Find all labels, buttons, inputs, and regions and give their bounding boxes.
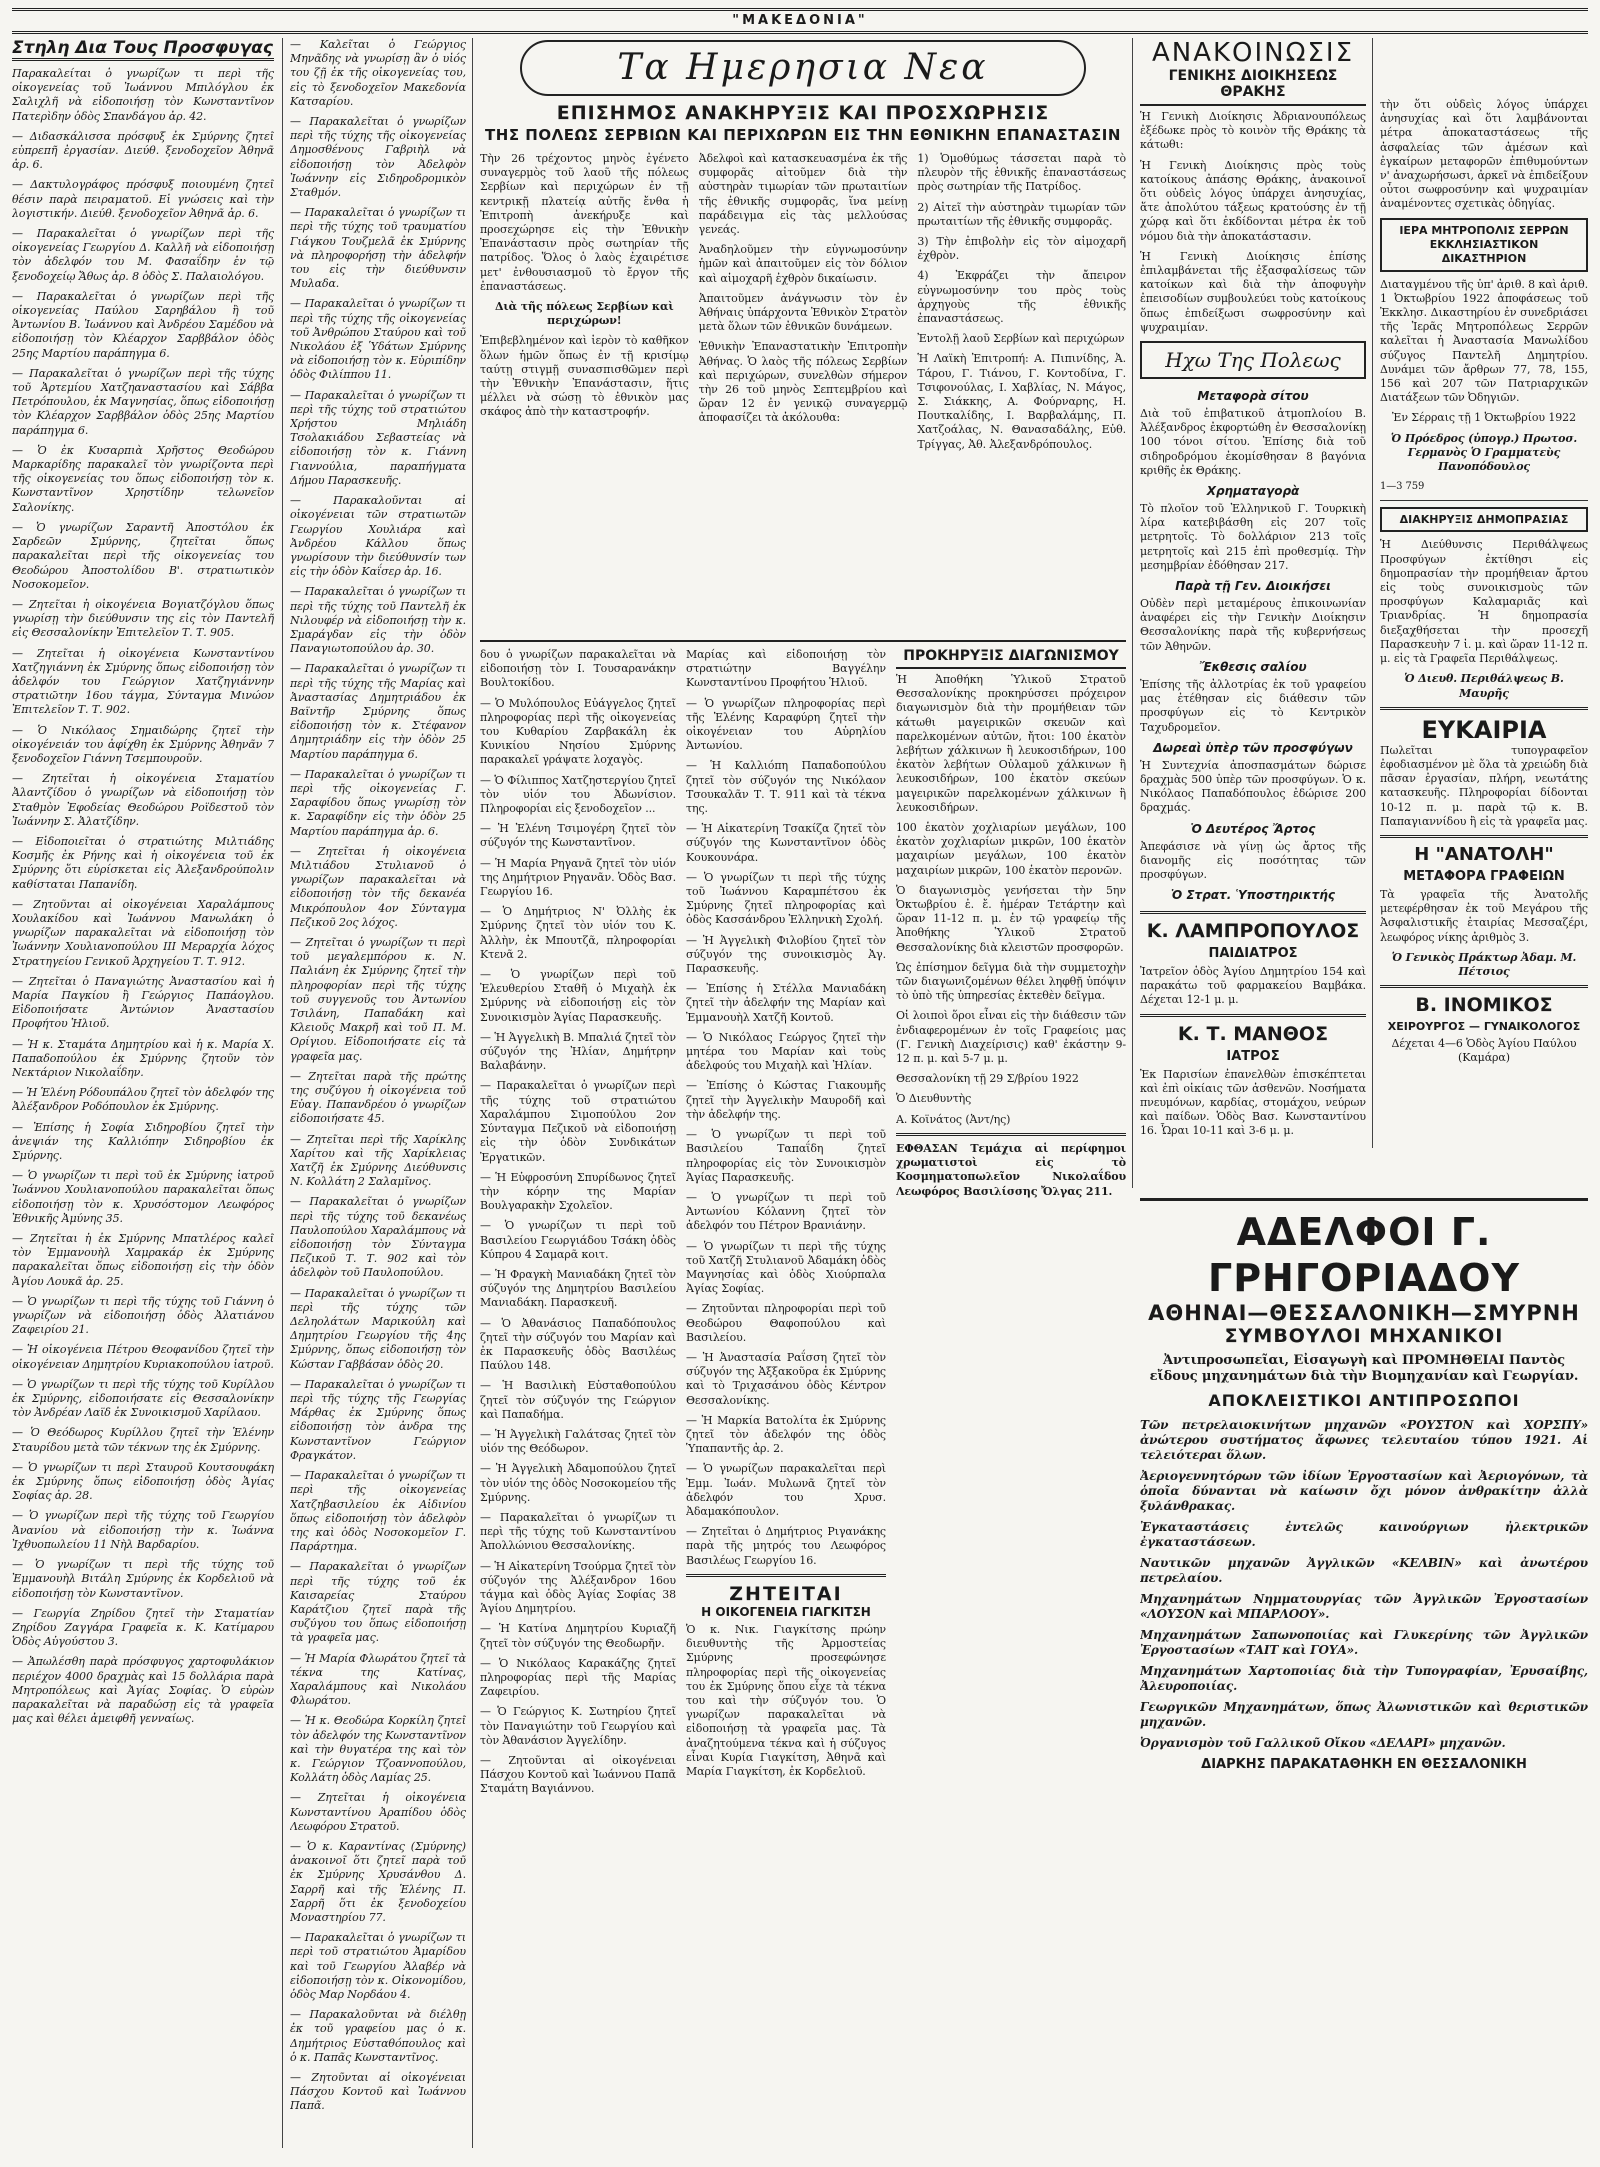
refugee-notice: — Ζητεῖται ὁ γνωρίζων τι περὶ τοῦ μεγαλεμπόρου κ. Ν. Παλιάνη ἐκ Σμύρνης ζητεῖ τὴν πληροφορίαν περὶ τῆς τύχης τοῦ συγγενοῦς του Ἀντωνίου Τσιλάνη, Παπαδάκη καὶ Κλειοῦς Μακρῆ καὶ τοῦ Π. Μ. Ορίγιου. Εἰδοποιήσατε εἰς τὰ γραφεῖα μας. <box>290 935 466 1063</box>
court-signature: Ὁ Πρόεδρος (ὑπογρ.) Πρωτοσ. Γερμανὸς Ὁ Γραμματεὺς Πανοπόδουλος <box>1390 431 1578 474</box>
announcement-subtitle: ΓΕΝΙΚΗΣ ΔΙΟΙΚΗΣΕΩΣ ΘΡΑΚΗΣ <box>1140 68 1366 106</box>
search-notice: — Παρακαλεῖται ὁ γνωρίζων τι περὶ τῆς τύχης τοῦ Κωνσταντίνου Ἀπολλώνιου Θεσσαλονίκης. <box>480 1510 676 1553</box>
search-notice: — Ὁ γνωρίζων τι περὶ τοῦ Βασιλείου Γεωργιάδου Τσάκη ὁδὸς Κύπρου 4 Σαμαρᾶ κοιτ. <box>480 1219 676 1261</box>
tender-notice-heading: ΔΙΑΚΗΡΥΞΙΣ ΔΗΜΟΠΡΑΣΙΑΣ <box>1380 507 1588 532</box>
newspaper-page <box>12 8 1588 2159</box>
column-rule <box>282 38 283 2148</box>
product-line: Γεωργικῶν Μηχανημάτων, ὅπως Ἀλωνιστικῶν καὶ θεριστικῶν μηχανῶν. <box>1140 1700 1588 1729</box>
search-notice: — Ἐπίσης ἡ Στέλλα Μανιαδάκη ζητεῖ τὴν ἀδελφήν της Μαρίαν καὶ Ἐμμανουὴλ Χατζῆ Κοντοῦ. <box>686 982 886 1024</box>
refugee-notice: — Ὁ Θεόδωρος Κυρίλλου ζητεῖ τὴν Ἑλένην Σταυρίδου μετὰ τῶν τέκνων της ἐκ Σμύρνης. <box>12 1426 274 1454</box>
product-line: Ἐγκαταστάσεις ἐντελῶς καινούργιων ἠλεκτρικῶν ἐγκαταστάσεων. <box>1140 1520 1588 1549</box>
announcement-continued <box>1380 98 1588 212</box>
lead-article-paragraph: Ἐντολῇ λαοῦ Σερβίων καὶ περιχώρων <box>917 332 1125 346</box>
search-notice: — Ἡ Ἑλένη Τσιμογέρη ζητεῖ τὸν σύζυγόν της Κωνσταντῖνον. <box>480 822 676 850</box>
refugee-notice: — Ἡ κ. Θεοδώρα Κορκίλη ζητεῖ τὸν ἀδελφόν της Κωνσταντῖνον καὶ τὴν θυγατέρα της καὶ τὸν κ. Γεώργιον Τζοαννοπούλου, Κολλάτη ὁδὸς Λαμίας 25. <box>290 1714 466 1785</box>
grigoriadou-advertisement <box>1140 1198 1588 2151</box>
refugee-notice: — Διδασκάλισσα πρόσφυξ ἐκ Σμύρνης ζητεῖ εὐπρεπῆ ἐργασίαν. Διεύθ. ξενοδοχεῖον Ἀθηνᾶ ἀρ. 6. <box>12 129 274 172</box>
search-notice: — Ἐπίσης ὁ Κώστας Γιακουμῆς ζητεῖ τὴν Ἀγγελικὴν Μαυροδῆ καὶ τὴν ἀδελφήν της. <box>686 1079 886 1121</box>
refugee-notice: — Παρακαλοῦνται νὰ διέλθῃ ἐκ τοῦ γραφείου μας ὁ κ. Δημήτριος Εὐσταθόπουλος καὶ ὁ κ. Παπᾶς Κωνσταντῖνος. <box>290 2008 466 2064</box>
search-notice: — Ὁ γνωρίζων τι περὶ τῆς τύχης τοῦ Χατζῆ Στυλιανοῦ Ἀδαμάκη ὁδὸς Μαγνησίας καὶ ὁδὸς Χιούρπαλα Ἀγίας Σοφίας. <box>686 1239 886 1296</box>
refugee-notice: — Παρακαλεῖται ὁ γνωρίζων περὶ τῆς τύχης τοῦ ἐκ Καισαρείας Σταύρου Καράτζιου ζητεῖ παρὰ τῆς συζύγου του ὅπως εἰδοποιήσῃ τὰ γραφεῖα μας. <box>290 1560 466 1645</box>
refugees-notices <box>12 67 274 1726</box>
refugee-notice: — Ζητοῦνται αἱ οἰκογένειαι Πάσχου Κοντοῦ καὶ Ἰωάννου Παπᾶ. <box>290 2071 466 2113</box>
court-date: Ἐν Σέρραις τῇ 1 Ὀκτωβρίου 1922 <box>1392 411 1576 425</box>
grigoriadou-subtitle: ΣΥΜΒΟΥΛΟΙ ΜΗΧΑΝΙΚΟΙ <box>1224 1325 1504 1347</box>
daily-news-banner <box>520 40 1086 96</box>
anatoli-signature: Ὁ Γενικὸς Πράκτωρ Ἀδαμ. Μ. Πέτσιος <box>1391 950 1577 978</box>
grigoriadou-intro: Ἀντιπροσωπεῖαι, Εἰσαγωγὴ καὶ ΠΡΟΜΗΘΕΙΑΙ Παντὸς εἴδους μηχανημάτων διὰ τὴν Βιομηχανίαν καὶ Γεωργίαν. <box>1149 1353 1579 1384</box>
search-notice: — Ὁ γνωρίζων τι περὶ τοῦ Ἀντωνίου Κόλαννη ζητεῖ τὸν ἀδελφόν του Πέτρον Βρανιάνην. <box>686 1190 886 1233</box>
echo-item-text: Τὸ πλοῖον τοῦ Ἐλληνικοῦ Γ. Τουρκικὴ λίρα κατεβιβάσθη εἰς 207 τοῖς μετρητοῖς. Τὸ δολλάριον 213 τοῖς μετρητοῖς καὶ 215 ἐπὶ προθεσμίᾳ. Τὴν μεσημβρίαν ἐδόθησαν 217. <box>1140 502 1366 572</box>
refugee-notice: — Ὁ γνωρίζων τι περὶ τῆς τύχης τοῦ Γιάννη ὁ γνωρίζων νὰ εἰδοποιήσῃ ὁδὸς Ἀλατιάνου Ζαφειρίου 21. <box>12 1294 274 1337</box>
announcement-title: ΑΝΑΚΟΙΝΩΣΙΣ <box>1151 38 1355 68</box>
refugee-notice: — Παρακαλεῖται ὁ γνωρίζων τι περὶ τῆς τύχης τῆς Μαρίας καὶ Ἀναστασίας Δημητριάδου ἐκ Βαϊντῆρ Σμύρνης ὅπως εἰδοποιήσῃ τὸν κ. Στέφανον Δημητριάδην εἰς τὴν ὁδὸν 25 Μαρτίου παράπηγμα 6. <box>290 662 466 761</box>
refugee-notice: — Παρακαλεῖται ὁ γνωρίζων περὶ τῆς τύχης τοῦ δεκανέως Παυλοπούλου Χαραλάμπους νὰ εἰδοποιήσῃ τὸν Σύνταγμα Πεζικοῦ Τ. Τ. 902 καὶ τὸν ἀδελφὸν τοῦ Παυλοπούλου. <box>290 1195 466 1280</box>
column-announcements <box>1140 38 1366 1188</box>
tender-body <box>896 673 1126 1127</box>
refugee-notice: — Παρακαλεῖται ὁ γνωρίζων τι περὶ τῆς τύχης τῆς οἰκογενείας τοῦ Ἀνθρώπου Σταύρου καὶ τοῦ Νικολάου ἐξ Ὑδάτων Σμύρνης νὰ εἰδοποιήσῃ τὸν κ. Εὐριπίδην ὁδὸς Φιλίππου 11. <box>290 297 466 382</box>
column-rule <box>1372 38 1373 1148</box>
search-notice: — Ἡ Φραγκὴ Μανιαδάκη ζητεῖ τὸν σύζυγόν της Δημητρίου Βασιλείου Μανιαδάκη. Παρασκευῆ. <box>480 1267 676 1310</box>
refugee-notice: — Παρακαλοῦνται αἱ οἰκογένειαι τῶν στρατιωτῶν Γεωργίου Χουλιάρα καὶ Ἀνδρέου Κάλλου ὅπως γνωρίσουν τὴν διεύθυνσίν των εἰς τὴν ὁδὸν Καΐσερ ἀρ. 16. <box>290 494 466 579</box>
lead-article-paragraph: 4) Ἐκφράζει τὴν ἄπειρον εὐγνωμοσύνην του πρὸς τοὺς ἀρχηγοὺς τῆς ἐθνικῆς ἐπαναστάσεως. <box>917 269 1126 326</box>
refugee-notice: — Ὁ γνωρίζων περὶ τῆς τύχης τοῦ Γεωργίου Ἀνανίου νὰ εἰδοποιήσῃ τὴν κ. Ἰωάννα Ἰχθυοπωλείου 11 Νὴλ Βαρδαρίου. <box>12 1509 274 1551</box>
product-line: Ναυτικῶν μηχανῶν Ἀγγλικῶν «ΚΕΛΒΙΝ» καὶ ἀνωτέρου πετρελαίου. <box>1140 1556 1588 1585</box>
tender-paragraph: Οἱ λοιποὶ ὅροι εἶναι εἰς τὴν διάθεσιν τῶν ἐνδιαφερομένων ἐν τοῖς Γραφείοις μας (Γ. Γενικὴ Διαχείρισις) καθ' ἑκάστην 9-12 π. μ. καὶ 5-7 μ. μ. <box>896 1009 1126 1066</box>
tender-paragraph: 100 ἑκατὸν χοχλιαρίων μεγάλων, 100 ἑκατὸν χοχλιαρίων μικρῶν, 100 ἑκατὸν μαχαιρίων μεγάλων, 100 ἑκατὸν μαχαιρίων μικρῶν, 100 ἑκατὸν περονῶν. <box>896 821 1126 877</box>
refugee-notice: — Παρακαλεῖται ὁ γνωρίζων περὶ τῆς τύχης τῆς οἰκογενείας Δημοσθένους Γαβριὴλ νὰ εἰδοποιήσῃ τὸν Ἀδελφὸν Ἰωάννην εἰς Σιδηροδρομικὸν Σταθμόν. <box>290 115 466 200</box>
search-notice: — Ἡ Ἀναστασία Ραΐσση ζητεῖ τὸν σύζυγόν της Ἀξξακοῦρα ἐκ Σμύρνης καὶ τὸ Τριχασάνου ὁδὸς Κέντρον Θεσσαλονίκης. <box>686 1350 886 1407</box>
refugee-notice: — Παρακαλεῖται ὁ γνωρίζων τι περὶ τῆς τύχης τῶν Δεληολάτων Μαρικούλη καὶ Δημητρίου Γεωργίου τῆς 4ης Σμύρνης, ὅπως εἰδοποιήσῃ τὸν Κώσταν Γαββάσαν ὁδὸς 20. <box>290 1286 466 1371</box>
lead-article-paragraph: Ἐθνικὴν Ἐπαναστατικὴν Ἐπιτροπὴν Ἀθήνας. Ὁ λαὸς τῆς πόλεως Σερβίων καὶ περιχώρων, συνελθὼν σήμερον τὴν 26 τοῦ μηνὸς Σεπτεμβρίου καὶ ὥραν 12 ἐν γενικῷ συναγερμῷ ἀποφασίζει τὰ ἀκόλουθα: <box>698 340 908 425</box>
city-echo-banner <box>1140 341 1366 379</box>
lead-article-paragraph: Ἀδελφοὶ καὶ κατασκευασμένα ἐκ τῆς συμφορᾶς αἰτοῦμεν διὰ τὴν αὐστηρὰν τιμωρίαν τῶν πρωταιτίων τῆς ἐθνικῆς συμφορᾶς, ἵνα μείνῃ παράδειγμα εἰς τὰς μελλούσας γενεάς. <box>698 152 908 237</box>
wanted-subtitle: Η ΟΙΚΟΓΕΝΕΙΑ ΓΙΑΓΚΙΤΣΗ <box>701 1605 871 1619</box>
echo-item-heading: Χρηματαγορὰ <box>1206 484 1300 499</box>
grigoriadou-title: ΑΔΕΛΦΟΙ Γ. ΓΡΗΓΟΡΙΑΔΟΥ <box>1207 1210 1520 1300</box>
doctor2-text: Ἐκ Παρισίων ἐπανελθὼν ἐπισκέπτεται καὶ ἐπὶ οἰκίαις τῶν ἀσθενῶν. Νοσήματα πνευμόνων, καρδίας, στομάχου, νεύρων καὶ παίδων. Ὁδὸς Βασ. Κωνσταντίνου 16. Ὧραι 10-11 καὶ 3-6 μ. μ. <box>1140 1067 1366 1138</box>
refugee-notice: — Ἐπίσης ἡ Σοφία Σιδηροβίου ζητεῖ τὴν ἀνεψιάν της Καλλιόπην Σιδηροβίου ἐκ Σμύρνης. <box>12 1120 274 1163</box>
column-rule <box>472 38 473 2148</box>
search-notice: — Ὁ Νικόλαος Καρακάζης ζητεῖ πληροφορίας περὶ τῆς Μαρίας Ζαφειρίου. <box>480 1656 676 1699</box>
refugee-notice: — Ζητεῖται ἡ οἰκογένεια Σταματίου Ἀλαντζίδου ὁ γνωρίζων νὰ εἰδοποιήσῃ τὸν Σταθμὸν Ἐφοδείας Θεοδώρου Ροϊδεστοῦ τὸν Ἰωάννην Σ. Ἀλατζίδην. <box>12 772 274 828</box>
anatoli-subheading: ΜΕΤΑΦΟΡΑ ΓΡΑΦΕΙΩΝ <box>1403 868 1565 884</box>
doctor1-name: Κ. ΛΑΜΠΡΟΠΟΥΛΟΣ <box>1146 920 1360 943</box>
lead-article-paragraph: Τὴν 26 τρέχοντος μηνὸς ἐγένετο συναγερμὸς τοῦ λαοῦ τῆς πόλεως Σερβίων καὶ περιχώρων ἐν τῇ κεντρικῇ πλατείᾳ αὐτῆς ἔνθα ἡ Ἐπιτροπὴ ἀνεκήρυξε καὶ προσεχώρησε εἰς τὴν Ἐθνικὴν Ἐπανάστασιν πρὸς σωτηρίαν τῆς πατρίδος. Ὅλος ὁ λαὸς ἐχαιρέτισε μετ' ἐνθουσιασμοῦ τὸ ἔργον τῆς ἐπαναστάσεως. <box>480 152 689 293</box>
echo-item-text: Ἐπίσης τῆς ἀλλοτρίας ἐκ τοῦ γραφείου μας ἐτέθησαν εἰς διάθεσιν τῶν προσφύγων εἰς τὸ Κεντρικὸν Ταχυδρομεῖον. <box>1140 677 1366 734</box>
search-notice: — Ζητοῦνται αἱ οἰκογένειαι Πάσχου Κοντοῦ καὶ Ἰωάννου Παπᾶ Σταμάτη Βαγιάννου. <box>480 1754 676 1796</box>
search-notice: — Ἡ Ἀγγελικὴ Φιλοβίου ζητεῖ τὸν σύζυγόν της συνοικισμὸς Ἀγ. Παρασκευῆς. <box>686 933 886 976</box>
notices-left <box>480 648 676 2038</box>
tender-paragraph: Θεσσαλονίκη τῇ 29 Σ/βρίου 1922 <box>896 1072 1079 1086</box>
newspaper-name: "ΜΑΚΕΔΟΝΙΑ" <box>732 13 868 28</box>
lead-article <box>480 152 1126 642</box>
refugee-notice: — Ἀπωλέσθη παρὰ πρόσφυγος χαρτοφυλάκιον περιέχον 4000 δραχμὰς καὶ 15 δολλάρια παρὰ Μητροπόλεως καὶ Ἀγίας Σοφίας. Ὁ εὑρὼν παρακαλεῖται νὰ παραδώσῃ εἰς τὰ γραφεῖα μας καὶ θέλει ἀμειφθῆ γενναίως. <box>12 1655 274 1726</box>
refugee-notice: — Ὁ γνωρίζων τι περὶ τῆς τύχης τοῦ Ἐμμανουὴλ Βιτάλη Σμύρνης ἐκ Κορδελιοῦ νὰ εἰδοποιήσῃ τὸν Κωνσταντῖνον. <box>12 1558 274 1600</box>
refugee-notice: — Ὁ γνωρίζων Σαραντῆ Ἀποστόλου ἐκ Σαρδεῶν Σμύρνης, ζητεῖται ὅπως παρακαλεῖται περὶ τῆς οἰκογενείας του Θεοδώρου Ἀποστολίδου Β'. στρατιωτικὸν Νοσοκομεῖον. <box>12 520 274 591</box>
tender-notice-text: Ἡ Διεύθυνσις Περιθάλψεως Προσφύγων ἐκτίθησι εἰς δημοπρασίαν τὴν προμήθειαν ἄρτου εἰς τοὺς συνοικισμοὺς τῶν προσφύγων Καλαμαριᾶς καὶ Τριανδρίας. Ἡ δημοπρασία διεξαχθήσεται τὴν προσεχῆ Παρασκευὴν 7 ἰ. μ. καὶ ὥραν 11-12 π. μ. εἰς τὰ Γραφεῖα Περιθάλψεως. <box>1380 538 1588 666</box>
refugee-notice: — Εἰδοποιεῖται ὁ στρατιώτης Μιλτιάδης Κοσμῆς ἐκ Ρήνης καὶ ἡ οἰκογένεια τοῦ ἐκ Σμύρνης ὅτι εὑρίσκεται εἰς Ἀλεξανδρούπολιν καθίσταται Παπανίδη. <box>12 834 274 891</box>
tender-paragraph: Α. Κοϊνάτος (Ἀντ/ης) <box>896 1112 1011 1126</box>
grigoriadou-footer: ΔΙΑΡΚΗΣ ΠΑΡΑΚΑΤΑΘΗΚΗ ΕΝ ΘΕΣΣΑΛΟΝΙΚΗ <box>1201 1757 1527 1772</box>
tender-paragraph: Ὡς ἐπίσημον δεῖγμα διὰ τὴν συμμετοχὴν τῶν διαγωνιζομένων θέλει ληφθῇ ὑπόψιν τὸ ὑπὸ τῆς ὑπηρεσίας ἐκτεθὲν δεῖγμα. <box>896 960 1126 1003</box>
tender-notice-signature: Ὁ Διευθ. Περιθάλψεως Β. Μαυρῆς <box>1404 672 1564 700</box>
refugee-notice: — Ζητεῖται περὶ τῆς Χαρίκλης Χαρίτου καὶ τῆς Χαρίκλειας Χατζῆ ἐκ Σμύρνης Διεύθυνσις Ν. Κολλάτη 2 Σαλαμῖνος. <box>290 1132 466 1189</box>
refugee-notice: — Παρακαλεῖται ὁ γνωρίζων τι περὶ τῆς τύχης τοῦ τραυματίου Γιάγκου Τουζμελᾶ ἐκ Σμύρνης νὰ πληροφορήσῃ τὴν ἀδελφήν του εἰς τὴν διεύθυνσιν Μυλαδα. <box>290 206 466 291</box>
echo-item-heading: Παρὰ τῇ Γεν. Διοικήσει <box>1175 579 1331 594</box>
grigoriadou-cities: ΑΘΗΝΑΙ—ΘΕΣΣΑΛΟΝΙΚΗ—ΣΜΥΡΝΗ <box>1148 1301 1580 1325</box>
lead-article-paragraph: Ἡ Λαϊκὴ Ἐπιτροπή: Α. Πιπινίδης, Ἀ. Τάρου, Γ. Τιάνου, Γ. Κοντοδίνα, Γ. Τσιφονούλας, Ι. Χαβλίας, Ν. Μάγος, Σ. Σιάκκης, Α. Φούρναρης, Η. Πουτκαλίδης, Ι. Βαρβαλάμης, Π. Χατζοάλας, Ν. Θανασαδάλης, Εὐθ. Τρίγγας, Ἀθ. Ἀλεξανδρόπουλος. <box>917 352 1126 451</box>
echo-item-text: Διὰ τοῦ ἐπιβατικοῦ ἀτμοπλοίου Β. Ἀλέξανδρος ἐκφορτώθη ἐν Θεσσαλονίκῃ 100 τόνοι σίτου. Ἐπίσης διὰ τοῦ σιδηροδρόμου ἐκομίσθησαν 8 βαγόνια κριθῆς ἐκ Θράκης. <box>1140 407 1366 477</box>
refugee-notice: — Ἡ οἰκογένεια Πέτρου Θεοφανίδου ζητεῖ τὴν οἰκογένειαν Δημητρίου Κυριακοπούλου ἰατροῦ. <box>12 1343 274 1371</box>
refugee-notice: — Παρακαλεῖται ὁ γνωρίζων τι περὶ τῆς τύχης τοῦ Παντελῆ ἐκ Νιλουφέρ νὰ εἰδοποιήσῃ τὴν κ. Σμαράγδαν εἰς τὴν ὁδὸν Παναγιωτοπούλου ἀρ. 30. <box>290 585 466 656</box>
refugee-notice: — Ὁ γνωρίζων τι περὶ τῆς τύχης τοῦ Κυρίλλου ἐκ Σμύρνης, εἰδοποιήσατε εἰς Θεσσαλονίκην τὸν Ἀνδρέαν Λαϊδ ἐκ Συνοικισμοῦ Χαρίλαου. <box>12 1377 274 1420</box>
doctor1-text: Ἰατρεῖον ὁδὸς Ἁγίου Δημητρίου 154 καὶ παρακάτω τοῦ φαρμακείου Βαμβάκα. Δέχεται 12-1 μ. μ. <box>1140 965 1366 1007</box>
lead-article-col-b <box>699 152 908 640</box>
echo-item-heading: Ὁ Στρατ. Ὑποστηρικτής <box>1170 888 1335 903</box>
search-notice: — Ὁ Ἀθανάσιος Παπαδόπουλος ζητεῖ τὴν σύζυγόν του Μαρίαν καὶ ἐκ Παρασκευῆς ὁδὸς Βασιλέως Παύλου 148. <box>480 1316 676 1373</box>
search-notice: — Ὁ Δημήτριος Ν' Ὀλλὴς ἐκ Σμύρνης ζητεῖ τὸν υἱόν του Κ. Ἀλλὴν, ἐκ Μπουτζᾶ, πληροφορίαι Κτενᾶ 2. <box>480 905 676 961</box>
court-heading: ΙΕΡΑ ΜΗΤΡΟΠΟΛΙΣ ΣΕΡΡΩΝ ΕΚΚΛΗΣΙΑΣΤΙΚΟΝ ΔΙΚΑΣΤΗΡΙΟΝ <box>1380 218 1588 272</box>
refugee-notice: — Ζητεῖται παρὰ τῆς πρώτης της συζύγου ἡ οἰκογένεια τοῦ Εὐαγ. Παπανδρέου ὁ γνωρίζων εἰδοποιήσατε 45. <box>290 1069 466 1126</box>
search-notice: — Ἡ Μαρκία Βατολίτα ἐκ Σμύρνης ζητεῖ τὸν ἀδελφόν της ὁδὸς Ὑπαπαντῆς ἀρ. 2. <box>686 1413 886 1456</box>
tender-paragraph: Ἡ Ἀποθήκη Ὑλικοῦ Στρατοῦ Θεσσαλονίκης προκηρύσσει πρόχειρον διαγωνισμὸν διὰ τὴν προμήθειαν τῶν κάτωθι μαγειρικῶν σκευῶν καὶ παρελκομένων αὐτῶν, ἤτοι: 100 ἑκατὸν λεβήτων χάλκινων ἢ λευκοσιδήρων, 100 ἑκατὸν λεβήτων Οὐλαμοῦ χάλκινων ἢ λευκοσιδήρων, 100 ἑκατὸν σκεύων μαγειρικῶν παρελκομένων χάλκινων ἢ λευκοσιδήρων. <box>896 673 1126 814</box>
refugee-notice: — Παρακαλεῖται ὁ γνωρίζων περὶ τῆς οἰκογενείας Παύλου Σαρηβάλου ἢ τοῦ Ἀντωνίου Β. Ἰωάννου καὶ Ἀνδρέου Σαμέδου νὰ εἰδοποιήσῃ τὸν Κλέαρχον Σαρββάλον ὁδὸς 25ης Μαρτίου παράπηγμα 6. <box>12 289 274 360</box>
search-notice: — Παρακαλεῖται ὁ γνωρίζων περὶ τῆς τύχης τοῦ στρατιώτου Χαραλάμπου Σιμοπούλου 2ον Σύνταγμα Πεζικοῦ νὰ εἰδοποιήσῃ εἰς τὴν ὁδὸν Συνδικάτων Ἐργατικῶν. <box>480 1079 676 1164</box>
search-notice: — Ὁ Νικόλαος Γεώργος ζητεῖ τὴν μητέρα του Μαρίαν καὶ τοὺς ἀδελφούς του Μιχαὴλ καὶ Ἠλίαν. <box>686 1030 886 1073</box>
doctor2-title: ΙΑΤΡΟΣ <box>1226 1048 1280 1064</box>
refugee-notice: — Παρακαλεῖται ὁ γνωρίζων τι περὶ τῆς οἰκογενείας Γ. Σαραφίδου ὅπως γνωρίσῃ τὸν κ. Σαραφίδην εἰς τὴν ὁδὸν 25 Μαρτίου παράπηγμα ἀρ. 6. <box>290 767 466 838</box>
lead-article-paragraph: 2) Αἰτεῖ τὴν αὐστηρὰν τιμωρίαν τῶν πρωταιτίων τῆς ἐθνικῆς συμφορᾶς. <box>917 200 1126 228</box>
anatoli-heading: Η "ΑΝΑΤΟΛΗ" <box>1414 843 1554 865</box>
refugee-notice: — Ἡ Μαρία Φλωράτου ζητεῖ τὰ τέκνα της Κατίνας, Χαραλάμπους καὶ Νικολάου Φλωράτου. <box>290 1651 466 1708</box>
refugee-notice: — Ζητεῖται ἡ οἰκογένεια Κωνσταντίνου Ἀραπίδου ὁδὸς Λεωφόρου Στρατοῦ. <box>290 1791 466 1833</box>
echo-item-heading: Ὁ Δευτέρος Ἄρτος <box>1190 821 1316 836</box>
lead-article-col-a <box>480 152 689 640</box>
search-notice: — Ζητεῖται ὁ Δημήτριος Ριγανάκης παρὰ τῆς μητρός του Λεωφόρος Βασιλέως Γεωργίου 16. <box>686 1525 886 1567</box>
lead-article-paragraph: Διὰ τῆς πόλεως Σερβίων καὶ περιχώρων! <box>495 300 674 328</box>
refugee-notice: — Ὁ Νικόλαος Σημαιδώρης ζητεῖ τὴν οἰκογένειάν του ἀφίχθη ἐκ Σμύρνης Ἀθηνᾶν 7 ξενοδοχεῖον Γιάννη Τσεμπουροῦν. <box>12 723 274 765</box>
refugee-notice: — Ὁ ἐκ Κυσαρπιὰ Χρῆστος Θεοδώρου Μαρκαρίδης παρακαλεῖ τὸν γνωρίζοντα περὶ τῆς οἰκογενείας του ὅπως εἰδοποιήσῃ τὸν κ. Κωνσταντῖνον Χρηστίδην τελωνεῖον Σαλονίκης. <box>12 443 274 514</box>
search-notice: — Ὁ γνωρίζων τι περὶ τῆς τύχης τοῦ Ἰωάννου Καραμπέτσου ἐκ Σμύρνης ζητεῖ πληροφορίας καὶ ὁδὸς Κασσάνδρου Ἑλληνικὴ Σχολή. <box>686 870 886 927</box>
search-notice: — Ὁ γνωρίζων πληροφορίας περὶ τῆς Ἑλένης Καραφύρη ζητεῖ τὴν οἰκογένειαν του Αὐρηλίου Ἀντωνίου. <box>686 696 886 753</box>
search-notice: — Ζητοῦνται πληροφορίαι περὶ τοῦ Θεοδώρου Θαφοπούλου καὶ Βασιλείου. <box>686 1302 886 1344</box>
news-headline-2: ΤΗΣ ΠΟΛΕΩΣ ΣΕΡΒΙΩΝ ΚΑΙ ΠΕΡΙΧΩΡΩΝ ΕΙΣ ΤΗΝ ΕΘΝΙΚΗΝ ΕΠΑΝΑΣΤΑΣΙΝ <box>485 126 1121 144</box>
search-notice: — Ὁ γνωρίζων περὶ τοῦ Ἐλευθερίου Σταθῆ ὁ Μιχαὴλ ἐκ Σμύρνης νὰ εἰδοποιήσῃ εἰς τὸν Συνοικισμὸν Ἁγίας Παρασκευῆς. <box>480 968 676 1024</box>
announcement-paragraph: τὴν ὅτι οὐδεὶς λόγος ὑπάρχει ἀνησυχίας καὶ ὅτι λαμβάνονται μέτρα ἀποκαταστάσεως τῆς ἀσφαλείας τῶν ἀμέσων καὶ ἐγκαίρων μεταφορῶν ἐπιθυμούντων ν' ἀναχωρήσωσι, ἀρκεῖ νὰ ἐπιδείξουν οὗτοι σωφροσύνην καὶ ψυχραιμίαν ἀναμένοντες σχετικὰς ὁδηγίας. <box>1380 98 1588 211</box>
search-notice: — Ὁ Φίλιππος Χατζηστεργίου ζητεῖ τὸν υἱόν του Ἀδωνίσιον. Πληροφορίαι εἰς ξενοδοχεῖον ... <box>480 773 676 816</box>
search-notice: — Ὁ Γεώργιος Κ. Σωτηρίου ζητεῖ τὸν Παναγιώτην τοῦ Γεωργίου καὶ τὸν Ἀθανάσιον Ἀγγελίδην. <box>480 1705 676 1747</box>
refugee-notice: Παρακαλείται ὁ γνωρίζων τι περὶ τῆς οἰκογενείας τοῦ Ἰωάννου Μπιλόγλου ἐκ Σαλιχλῆ νὰ εἰδοποιήσῃ τὸν Κωνσταντῖνον Πατερὶδην ὁδὸς Σπανδάγου ἀρ. 42. <box>12 67 274 123</box>
echo-item-heading: Μεταφορὰ σίτου <box>1197 389 1309 404</box>
product-line: Μηχανημάτων Σαπωνοποιίας καὶ Γλυκερίνης τῶν Ἀγγλικῶν Ἐργοστασίων «ΤΑΙΤ καὶ ΓΟΥΑ». <box>1140 1628 1588 1657</box>
search-notice: — Ἡ Ἀγγελικὴ Β. Μπαλιά ζητεῖ τὸν σύζυγόν της Ἠλίαν, Δημήτρην Βαλαβάνην. <box>480 1030 676 1073</box>
refugee-notice: — Ὁ κ. Καραντίνας (Σμύρνης) ἀνακοινοῖ ὅτι ζητεῖ παρὰ τοῦ ἐκ Σμύρνης Χρυσάνθου Δ. Σαρρῆ καὶ τῆς Ἑλένης Π. Σαρρῆ ὅτι ἐκ ξενοδοχείου Μοναστηρίου 77. <box>290 1839 466 1924</box>
anatoli-text: Τὰ γραφεῖα τῆς Ἀνατολῆς μετεφέρθησαν ἐκ τοῦ Μεγάρου τῆς Ἀσφαλιστικῆς ἑταιρίας Μεσσαζέρι, λεωφόρος νίκης ἀριθμὸς 3. <box>1380 887 1588 944</box>
tender-heading: ΠΡΟΚΗΡΥΞΙΣ ΔΙΑΓΩΝΙΣΜΟΥ <box>896 648 1126 669</box>
product-line: Ἀεριογεννητόρων τῶν ἰδίων Ἐργοστασίων καὶ Ἀεριογόνων, τὰ ὁποῖα δύνανται νὰ καίωσιν ὄχι μόνον ἀνθρακίτην ἀλλὰ ξυλάνθρακας. <box>1140 1469 1588 1513</box>
search-notice: — Ἡ Καλλιόπη Παπαδοπούλου ζητεῖ τὸν σύζυγόν της Νικόλαον Τσουκαλᾶν Τ. Τ. 911 καὶ τὰ τέκνα της. <box>686 759 886 816</box>
doctor2-name: Κ. Τ. ΜΑΝΘΟΣ <box>1177 1022 1329 1045</box>
eukairia-text: Πωλεῖται τυπογραφεῖον ἐφοδιασμένον μὲ ὅλα τὰ χρειώδη διὰ πᾶσαν ἐργασίαν, πλήρη, νεωτάτης κατασκευῆς. Πληροφορίαι δίδονται 10-12 π. μ. παρὰ τῷ κ. Β. Παπαγιαννίδου ἢ εἰς τὰ γραφεῖα μας. <box>1380 743 1588 828</box>
refugee-notice: — Δακτυλογράφος πρόσφυξ ποιουμένη ζητεῖ θέσιν παρὰ πειραματοῦ. Εἰ γνώσεις καὶ τὴν λογιστικήν. Διεύθ. ξενοδοχεῖον Ἀθηνᾶ ἀρ. 6. <box>12 178 274 220</box>
search-notice: — Ἡ Ἀγγελικὴ Ἀδαμοπούλου ζητεῖ τὸν υἱόν της ὁδὸς Νοσοκομείου τῆς Σμύρνης. <box>480 1462 676 1504</box>
product-line: Μηχανημάτων Νημματουργίας τῶν Ἀγγλικῶν Ἐργοστασίων «ΛΟΥΣΟΝ καὶ ΜΠΑΡΛΟΟΥ». <box>1140 1592 1588 1621</box>
lower-daily-news <box>480 648 1126 2038</box>
product-line: Ὀργανισμὸν τοῦ Γαλλικοῦ Οἴκου «ΔΕΛΑΡΙ» μηχανῶν. <box>1140 1736 1506 1750</box>
masthead <box>12 8 1588 34</box>
tender-paragraph: Ὁ διαγωνισμὸς γενήσεται τὴν 5ην Ὀκτωβρίου ἐ. ἔ. ἡμέραν Τετάρτην καὶ ὥραν 11-12 π. μ. ἐν τῷ γραφείῳ τῆς Ἀποθήκης Ὑλικοῦ Στρατοῦ Θεσσαλονίκης διὰ κλειστῶν προσφορῶν. <box>896 883 1126 954</box>
news-headline-1: ΕΠΙΣΗΜΟΣ ΑΝΑΚΗΡΥΞΙΣ ΚΑΙ ΠΡΟΣΧΩΡΗΣΙΣ <box>556 102 1050 124</box>
refugee-notice: — Ζητεῖται ὁ Παναγιώτης Ἀναστασίου καὶ ἡ Μαρία Παγκίου ἢ Γεώργιος Παπάογλου. Εἰδοποιήσατε Ἀντώνιον Ἀναστασίου Προφήτου Ἡλιοῦ. <box>12 974 274 1031</box>
nomikos-title: ΧΕΙΡΟΥΡΓΟΣ — ΓΥΝΑΙΚΟΛΟΓΟΣ <box>1387 1020 1581 1034</box>
refugee-notice: — Ζητεῖται ἡ οἰκογένεια Μιλτιάδου Στυλιανοῦ ὁ γνωρίζων παρακαλεῖται νὰ εἰδοποιήσῃ τὸν τῆς δεκανέα Μικρόπουλον 4ον Σύνταγμα Πεζικοῦ 2ος λόχος. <box>290 844 466 929</box>
echo-item-text: Ἀπεφάσισε νὰ γίνῃ ὡς ἄρτος τῆς διανομῆς εἰς ποσότητας τῶν προσφύγων. <box>1140 839 1366 881</box>
echo-item-heading: Δωρεαὶ ὑπὲρ τῶν προσφύγων <box>1153 740 1353 755</box>
lead-article-paragraph: 1) Ὁμοθύμως τάσσεται παρὰ τὸ πλευρὸν τῆς ἐθνικῆς ἐπαναστάσεως πρὸς σωτηρίαν τῆς Πατρίδος. <box>917 152 1126 194</box>
announcement-paragraph: Ἡ Γενικὴ Διοίκησις πρὸς τοὺς κατοίκους ἀπάσης Θράκης, ἀνακοινοῖ ὅτι οὐδεὶς λόγος ὑπάρχει ἀνησυχίας, ἅτε ἀπολύτου τάξεως κρατούσης ἐν τῇ χώρᾳ καὶ ὅτι ἐκδίδονται μέτρα ἐκ τοῦ νόμου διὰ τὴν ἀποκατάστασιν. <box>1140 158 1366 243</box>
search-notice: — Ἡ Κατίνα Δημητρίου Κυριαζῆ ζητεῖ τὸν σύζυγόν της Θεοδωρῆν. <box>480 1622 676 1650</box>
echo-item-heading: Ἔκθεσις σαλίου <box>1199 659 1307 674</box>
grigoriadou-exclusive: ΑΠΟΚΛΕΙΣΤΙΚΟΙ ΑΝΤΙΠΡΟΣΩΠΟΙ <box>1208 1391 1520 1410</box>
column-refugees-1 <box>12 38 274 2148</box>
lead-article-paragraph: Ἐπιβεβλημένον καὶ ἱερὸν τὸ καθῆκον ὅλων ἡμῶν ὅπως ἐν τῇ κρισίμῳ ταύτῃ στιγμῇ συνασπισθῶμεν περὶ τὴν Ἐθνικὴν Ἐπανάστασιν, ἥτις μέλλει νὰ σώσῃ τὸ ἐθνικὸν μας σκάφος ἀπὸ τὴν καταστροφήν. <box>480 334 689 419</box>
refugee-notice: — Παρακαλεῖται ὁ γνωρίζων περὶ τῆς οἰκογενείας Γεωργίου Δ. Καλλῆ νὰ εἰδοποιήσῃ τὸν ἀδελφόν του Μ. Φασαΐδην ἐν τῷ ξενοδοχείῳ Ἄθως ἀρ. 8 ὁδὸς Σ. Παλαιολόγου. <box>12 227 274 283</box>
column-notices <box>1380 38 1588 1148</box>
echo-item-text: Οὐδὲν περὶ μεταμέρους ἐπικοινωνίαν ἀναφέρει εἰς τὴν Γενικὴν Διοίκησιν Θεσσαλονίκης παρὰ τῆς κυβερνήσεως τῶν Ἀθηνῶν. <box>1140 597 1366 653</box>
refugee-notice: — Ὁ γνωρίζων τι περὶ Σταυροῦ Κουτσουφάκη ἐκ Σμύρνης ὅπως εἰδοποιήσῃ ὁδὸς Ἁγίας Σοφίας ἀρ. 28. <box>12 1460 274 1503</box>
wanted-title: ΖΗΤΕΙΤΑΙ <box>729 1583 843 1605</box>
doctor1-title: ΠΑΙΔΙΑΤΡΟΣ <box>1208 946 1298 962</box>
search-notice: Μαρίας καὶ εἰδοποιήσῃ τὸν στρατιώτην Βαγγέλην Κωνσταντίνου Προφήτου Ἡλιοῦ. <box>686 648 886 690</box>
eukairia-heading: ΕΥΚΑΙΡΙΑ <box>1421 715 1547 744</box>
column-rule <box>1132 38 1133 1188</box>
jewelry-ad: ΕΦΘΑΣΑΝ Τεμάχια αἱ περίφημοι χρωματιστοὶ εἰς τὸ Κοσμηματοπωλεῖον Νικολαΐδου Λεωφόρος Βασιλίσσης Ὄλγας 211. <box>896 1141 1126 1198</box>
search-notice: — Ἡ Ἀγγελικὴ Γαλάτσας ζητεῖ τὸν υἱόν της Θεόδωρον. <box>480 1427 676 1456</box>
city-echo-heading: Ηχω Της Πολεως <box>1165 348 1341 373</box>
product-line: Τῶν πετρελαιοκινήτων μηχανῶν «ΡΟΥΣΤΟΝ καὶ ΧΟΡΣΠΥ» ἀνώτερου συστήματος ἄφωνες τελευταίου τύπου 1921. Αἱ τελειότεραι ὅλων. <box>1140 1418 1588 1462</box>
nomikos-name: Β. ΙΝΟΜΙΚΟΣ <box>1415 994 1553 1017</box>
search-notice: — Ἡ Μαρία Ρηγανᾶ ζητεῖ τὸν υἱόν της Δημήτριον Ρηγανᾶν. Ὁδὸς Βασ. Γεωργίου 16. <box>480 856 676 899</box>
lead-article-paragraph: 3) Τὴν ἐπιβολὴν εἰς τὸν αἱμοχαρῆ ἐχθρὸν. <box>917 235 1126 263</box>
search-notice: — Ἡ Βασιλικὴ Εὐσταθοπούλου ζητεῖ τὸν σύζυγόν της Γεώργιον καὶ Παπαδήμα. <box>480 1379 676 1421</box>
search-notice: δου ὁ γνωρίζων παρακαλεῖται νὰ εἰδοποιήσῃ τὸν Ι. Τουσαρανάκην Βουλτοκίδου. <box>480 648 676 690</box>
refugee-notice: — Καλεῖται ὁ Γεώργιος Μηνᾶδης νὰ γνωρίσῃ ἂν ὁ υἱός του ζῇ ἐκ τῆς οἰκογενείας του, εἰς τὸ ξενοδοχεῖον Μακεδονία Κατσαρίου. <box>290 38 466 108</box>
search-notice: — Ἡ Αἰκατερίνη Τσακίζα ζητεῖ τὸν σύζυγόν της Κωνσταντῖνον ὁδὸς Κουκουνάρα. <box>686 822 886 864</box>
daily-news-heading: Τα Ημερησια Νεα <box>617 47 989 88</box>
refugee-notice: — Παρακαλεῖται ὁ γνωρίζων περὶ τῆς τύχης τοῦ Ἀρτεμίου Χατζηαναστασίου καὶ Σάββα Πετρόπουλου, ἐκ Μαγνησίας, ὅπως εἰδοποιήσῃ τὸν Κλέαρχον Σαρββάλον ὁδὸς 25ης Μαρτίου παράπηγμα 6. <box>12 366 274 437</box>
refugee-notice: — Ζητεῖται ἡ οἰκογένεια Κωνσταντίνου Χατζηγιάννη ἐκ Σμύρνης ὅπως εἰδοποιήσῃ τὸν ἀδελφόν του Γεώργιον Χατζηγιάννην στρατιῶτην 16ου τάγμα, Σύνταγμα Μινώον Ἐπιτελεῖον Τ. Τ. 902. <box>12 646 274 717</box>
lead-article-col-c <box>917 152 1126 640</box>
search-notice: — Ὁ γνωρίζων παρακαλεῖται περὶ Ἐμμ. Ἰωάν. Μυλωνᾶ ζητεῖ τὸν ἀδελφόν του Χρυσ. Ἀδαμακόπουλον. <box>686 1462 886 1518</box>
court-text: Διαταγμένου τῆς ὑπ' ἀριθ. 8 καὶ ἀριθ. 1 Ὀκτωβρίου 1922 ἀποφάσεως τοῦ Ἐκκλησ. Δικαστηρίου ἐν συνεδριάσει τῆς Ἱερᾶς Μητροπόλεως Σερρῶν καλεῖται ἡ Ἀναστασία Μανωλίδου σύζυγος Παντελῆ Δημητρίου. Δυνάμει τῶν ἄρθρων 77, 78, 155, 156 καὶ 207 τῶν Πατριαρχικῶν Διατάξεων τῶν Ὀδηγιῶν. <box>1380 277 1588 405</box>
announcement-paragraph: Ἡ Γενικὴ Διοίκησις ἐπίσης ἐπιλαμβάνεται τῆς ἐξασφαλίσεως τῶν κατοίκων καὶ διὰ τὴν ἀποφυγὴν ἐπεισοδίων συμβουλεύει τοὺς κατοίκους ὅπως ἐπιδείξωσι σωφροσύνην καὶ ψυχραιμίαν. <box>1140 249 1366 334</box>
search-notice: — Ἡ Εὐφροσύνη Σπυρίδωνος ζητεῖ τὴν κόρην της Μαρίαν Βουλγαρακὴν Σχολεῖον. <box>480 1170 676 1213</box>
product-line: Μηχανημάτων Χαρτοποιίας διὰ τὴν Τυπογραφίαν, Ἐρυσαίβης, Ἀλευροποιίας. <box>1140 1664 1588 1693</box>
refugee-notice: — Ζητοῦνται αἱ οἰκογένειαι Χαραλάμπους Χουλακίδου καὶ Ἰωάννου Μανωλάκη ὁ γνωρίζων παρακαλεῖται νὰ εἰδοποιήσῃ τὸν Ἰωάννην Χουλιανοπούλου ΙΙΙ Μεραρχία λόχος Στρατηγείου Γενικοῦ Ἀρχηγείου Τ. Τ. 912. <box>12 897 274 968</box>
refugee-notice: — Ἡ κ. Σταμάτα Δημητρίου καὶ ἡ κ. Μαρία Χ. Παπαδοπούλου ἐκ Σμύρνης ζητοῦν τὸν Νεκτάριον Νικολαΐδην. <box>12 1037 274 1079</box>
notices-middle-list <box>686 648 886 1568</box>
refugee-notice: — Παρακαλεῖται ὁ γνωρίζων τι περὶ τῆς τύχης τοῦ στρατιώτου Χρήστου Μηλιάδη Τσολακιάδου Σεβαστείας νὰ εἰδοποιήσῃ τὸν κ. Γιάννη Γιαννούλια, παραπήγματα Δήμου Παρασκευῆς. <box>290 388 466 487</box>
notices-middle <box>686 648 886 2038</box>
refugee-notice: — Παρακαλεῖται ὁ γνωρίζων τι περὶ τοῦ στρατιώτου Ἀμαρίδου καὶ τοῦ Γεωργίου Ἀλαβέρ νὰ εἰδοποιήσῃ τὸν κ. Οἰκονομίδου, ὁδὸς Μαρ Νορδάου 4. <box>290 1931 466 2001</box>
refugee-notice: — Παρακαλεῖται ὁ γνωρίζων τι περὶ τῆς τύχης τῆς Γεωργίας Μάρθας ἐκ Σμύρνης ὅπως εἰδοποιήσῃ τὸν ἀνδρα της Κωνσταντῖνον Γεώργιον Φραγκάτον. <box>290 1377 466 1462</box>
city-echo-items <box>1140 385 1366 905</box>
search-notice: — Ὁ γνωρίζων τι περὶ τοῦ Βασιλείου Ταπαΐδη ζητεῖ πληροφορίας εἰς τὸν Συνοικισμὸν Ἁγίας Παρασκευῆς. <box>686 1128 886 1184</box>
refugee-notice: — Ζητεῖται ἡ οἰκογένεια Βογιατζόγλου ὅπως γνωρίσῃ τὴν διεύθυνσιν της εἰς τὸν Παντελῆ εἰς Θεσσαλονίκην Ἐπιτελεῖον Τ. Τ. 905. <box>12 597 274 640</box>
search-notice: — Ἡ Αἰκατερίνη Τσούρμα ζητεῖ τὸν σύζυγόν της Ἀλέξανδρον 16ου τάγμα καὶ ὁδὸς Ἀγίας Σοφίας 38 Ἁγίου Δημητρίου. <box>480 1559 676 1616</box>
tender-column <box>896 648 1126 2038</box>
refugee-notice: — Ζητεῖται ἡ ἐκ Σμύρνης Μπατλέρος καλεῖ τὸν Ἐμμανουὴλ Χαμρακάρ ἐκ Σμύρνης παρακαλεῖται ὅπως εἰδοποιήσῃ εἰς τὴν ὁδὸν Ἀγίου Λουκᾶ ἀρ. 25. <box>12 1232 274 1288</box>
refugee-notice: — Γεωργία Ζηρίδου ζητεῖ τὴν Σταματίαν Ζηρίδου Ζαγγάρα Γραφεῖα κ. Κ. Κατίμαρου Ὁδὸς Αὐγούστου 3. <box>12 1606 274 1649</box>
refugees-notices-continued <box>290 38 466 2114</box>
tender-paragraph: Ὁ Διευθυντὴς <box>896 1092 972 1106</box>
refugee-notice: — Ἡ Ἑλένη Ρόδουπάλου ζητεῖ τὸν ἀδελφόν της Ἀλέξανδρον Ροδόπουλον ἐκ Σμύρνης. <box>12 1086 274 1114</box>
court-reference: 1—3 759 <box>1380 481 1425 493</box>
announcement-paragraph: Ἡ Γενικὴ Διοίκησις Ἀδριανουπόλεως ἐξέδωκε πρὸς τὸ κοινὸν τῆς Θράκης τὰ κάτωθι: <box>1140 110 1366 152</box>
lead-article-paragraph: Ἀναδηλοῦμεν τὴν εὐγνωμοσύνην ἡμῶν καὶ ἀπαιτοῦμεν εἰς τὸν δόλιον καὶ αἱμοχαρῆ ἐχθρὸν δικαίωσιν. <box>698 243 908 285</box>
wanted-text: Ὁ κ. Νικ. Γιαγκίτσης πρώην διευθυντὴς τῆς Ἀρμοστείας Σμύρνης προσεφώνησε πληροφορίας περὶ τῆς οἰκογενείας του ἐκ Σμύρνης ὅπου εἶχε τὰ τέκνα του καὶ τὴν σύζυγόν του. Ὁ γνωρίζων παρακαλεῖται νὰ εἰδοποιήσῃ τὰ γραφεῖα μας. Τὰ ἀναζητούμενα τέκνα καὶ ἡ σύζυγος εἶναι Κυρία Γιαγκίτση, Ἀθηνᾶ καὶ Μαρία Γιαγκίτση, ἐκ Κορδελιοῦ. <box>686 1623 886 1779</box>
grigoriadou-product-list <box>1140 1418 1588 1751</box>
announcement-body <box>1140 110 1366 335</box>
nomikos-text: Δέχεται 4—6 Ὁδὸς Ἁγίου Παύλου (Καμάρα) <box>1391 1037 1577 1065</box>
refugee-notice: — Ὁ γνωρίζων τι περὶ τοῦ ἐκ Σμύρνης ἰατροῦ Ἰωάννου Χουλιανοπούλου παρακαλεῖται ὅπως εἰδοποιήσῃ τὸν κ. Χρυσόστομον Λεωφόρος Ἐθνικῆς Ἀμύνης 35. <box>12 1169 274 1225</box>
search-notice: — Ὁ Μυλόπουλος Εὐάγγελος ζητεῖ πληροφορίας περὶ τῆς οἰκογενείας του Κυθαρίου Ζαρβακάλη ἐκ Κυνικίου Νησίου Σμύρνης παρακαλεῖ γράψατε λοχαγὸς. <box>480 696 676 767</box>
column-refugees-2 <box>290 38 466 2148</box>
refugee-notice: — Παρακαλεῖται ὁ γνωρίζων τι περὶ τῆς οἰκογενείας Χατζηβασιλείου ἐκ Αἰδινίου ὅπως εἰδοποιήσῃ τὸν ἀδελφὸν της καὶ ὁδὸς Νοσοκομεῖον Γ. Παράρτημα. <box>290 1469 466 1554</box>
lead-article-paragraph: Ἀπαιτοῦμεν ἀνάγνωσιν τὸν ἐν Ἀθήναις ὑπάρχοντα Ἐθνικὸν Στρατὸν μετὰ ὅλων τῶν ἐθνικῶν δυνάμεων. <box>698 291 908 334</box>
refugees-column-heading: Στηλη Δια Τους Προσφυγας <box>12 38 274 61</box>
echo-item-text: Ἡ Συντεχνία ἀποσπασμάτων δώρισε δραχμὰς 500 ὑπὲρ τῶν προσφύγων. Ὁ κ. Νικόλαος Παπαδόπουλος ἐδώρισε 200 δραχμάς. <box>1140 758 1366 815</box>
column-daily-news <box>480 38 1126 2148</box>
